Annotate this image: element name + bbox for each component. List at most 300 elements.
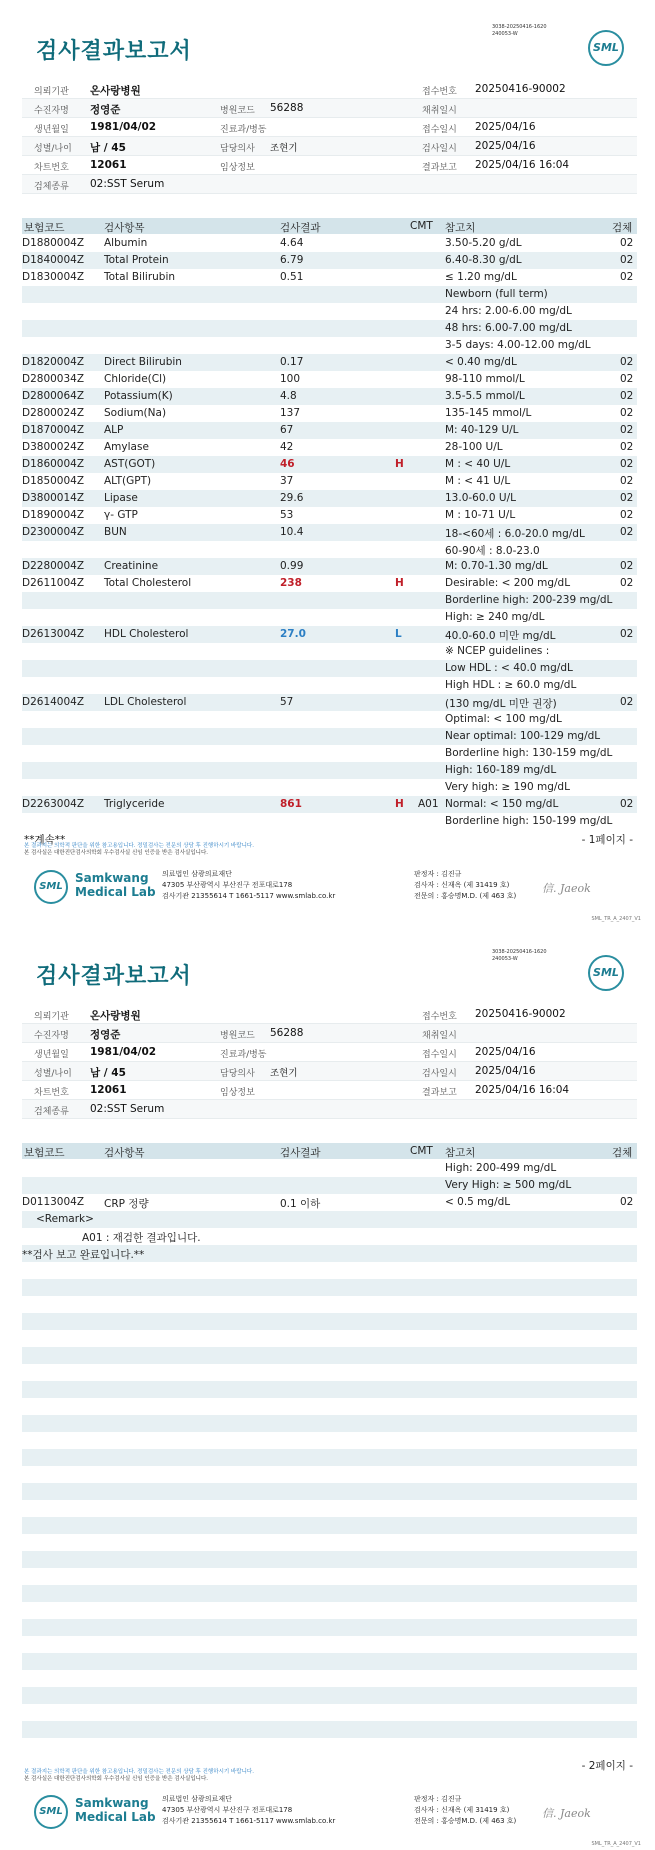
empty-row (22, 1636, 637, 1653)
row-result: 4.8 (280, 390, 297, 402)
chart-label: 차트번호 (34, 1088, 69, 1098)
row-reference: 135-145 mmol/L (445, 407, 532, 419)
table-row (22, 796, 637, 813)
page-number: - 2페이지 - (581, 1760, 633, 1772)
signature: 信. Jaeok (542, 1807, 591, 1820)
row-reference: < 0.40 mg/dL (445, 356, 517, 368)
row-cmt: A01 (418, 798, 439, 810)
row-result: 0.51 (280, 271, 304, 283)
table-row (22, 524, 637, 541)
table-row (22, 711, 637, 728)
row-reference: 40.0-60.0 미만 mg/dL (445, 630, 556, 642)
empty-row (22, 1279, 637, 1296)
row-specimen: 02 (620, 373, 634, 385)
lab-contact: 검사기관 21355614 T 1661-5117 www.smlab.co.kr (162, 1817, 336, 1825)
table-row (22, 694, 637, 711)
table-row (22, 388, 637, 405)
row-reference: Optimal: < 100 mg/dL (445, 713, 562, 725)
patient-info (22, 80, 637, 194)
empty-row (22, 1296, 637, 1313)
row-reference: Newborn (full term) (445, 288, 548, 300)
disclaimer-line2: 본 검사실은 대한진단검사의학회 우수검사실 신임 인증을 받은 검사실입니다. (24, 1776, 209, 1782)
row-reference: 3.50-5.20 g/dL (445, 237, 522, 249)
patient-label: 수진자명 (34, 106, 69, 116)
row-reference: M: 0.70-1.30 mg/dL (445, 560, 548, 572)
table-row (22, 439, 637, 456)
table-row (22, 541, 637, 558)
row-specimen: 02 (620, 424, 634, 436)
row-result: 57 (280, 696, 294, 708)
table-row (22, 575, 637, 592)
header-code: 보험코드 (24, 1147, 65, 1159)
signature: 信. Jaeok (542, 882, 591, 895)
director: 전문의 : 홍승명M.D. (제 463 호) (414, 892, 517, 900)
table-row (22, 762, 637, 779)
row-item: ALT(GPT) (104, 475, 152, 487)
disclaimer-line1: 본 결과지는 의학적 판단을 위한 참고용입니다. 정밀검사는 전문의 상담 후 진행하시기 바랍니다. (24, 1769, 254, 1775)
row-reference: High: 200-499 mg/dL (445, 1162, 557, 1174)
table-row (22, 354, 637, 371)
test-date-value: 2025/04/16 (475, 140, 536, 152)
table-row (22, 1245, 637, 1262)
requester-value: 온사랑병원 (90, 85, 141, 97)
row-result: 27.0 (280, 628, 306, 640)
report-title: 검사결과보고서 (36, 964, 192, 989)
sml-logo-icon (588, 955, 624, 991)
table-row (22, 592, 637, 609)
table-row (22, 677, 637, 694)
header-item: 검사항목 (104, 1147, 145, 1159)
disclaimer (24, 843, 254, 857)
continued-note: **계속** (24, 834, 66, 846)
results-table-header (22, 218, 637, 234)
dob-value: 1981/04/02 (90, 1046, 157, 1058)
table-row (22, 490, 637, 507)
specimen-value: 02:SST Serum (90, 1103, 165, 1115)
row-item: Triglyceride (104, 798, 165, 810)
empty-row (22, 1585, 637, 1602)
requester-value: 온사랑병원 (90, 1010, 141, 1022)
header-reference: 참고치 (445, 222, 476, 234)
empty-row (22, 1415, 637, 1432)
table-row (22, 626, 637, 643)
footer-sml-logo-icon (34, 1795, 68, 1829)
row-reference: M : 10-71 U/L (445, 509, 516, 521)
row-flag: H (395, 798, 404, 810)
row-item: Total Bilirubin (104, 271, 176, 283)
receipt-no-value: 20250416-90002 (475, 83, 566, 95)
empty-row (22, 1330, 637, 1347)
footer-sml-logo-icon (34, 870, 68, 904)
row-reference: Very High: ≥ 500 mg/dL (445, 1179, 572, 1191)
row-specimen: 02 (620, 356, 634, 368)
test-date-label: 검사일시 (422, 1069, 457, 1079)
row-item: Creatinine (104, 560, 159, 572)
dob-label: 생년월일 (34, 1050, 69, 1060)
row-code: D1870004Z (22, 424, 85, 436)
row-code: D1840004Z (22, 254, 85, 266)
form-code: SML_TR_A_2407_V1 (591, 916, 641, 922)
document-id-line1: 3038-20250416-1620 (492, 949, 547, 955)
results-table-page1 (22, 235, 637, 830)
dept-label: 진료과/병동 (220, 125, 267, 135)
disclaimer (24, 1769, 254, 1783)
row-reference: Very high: ≥ 190 mg/dL (445, 781, 570, 793)
row-reference: 3.5-5.5 mmol/L (445, 390, 525, 402)
table-row (22, 405, 637, 422)
row-code: D2614004Z (22, 696, 85, 708)
dept-label: 진료과/병동 (220, 1050, 267, 1060)
logo-text: SML (593, 41, 619, 54)
row-item: γ- GTP (104, 509, 138, 521)
receipt-date-label: 접수일시 (422, 1050, 457, 1060)
header-cmt: CMT (410, 220, 433, 232)
lab-org: 의료법인 삼광의료재단 (162, 1795, 232, 1803)
table-row (22, 779, 637, 796)
row-specimen: 02 (620, 628, 634, 640)
chart-value: 12061 (90, 1084, 127, 1096)
row-result: 238 (280, 577, 302, 589)
lab-name-line1: Samkwang (75, 1796, 149, 1810)
table-row (22, 643, 637, 660)
row-reference: (130 mg/dL 미만 권장) (445, 698, 557, 710)
row-reference: 24 hrs: 2.00-6.00 mg/dL (445, 305, 572, 317)
row-code: D3800014Z (22, 492, 85, 504)
footer-logo-text: SML (39, 881, 63, 892)
lab-staff (414, 1794, 516, 1827)
clinical-label: 임상정보 (220, 1088, 255, 1098)
row-reference: Borderline high: 200-239 mg/dL (445, 594, 613, 606)
row-item: Albumin (104, 237, 148, 249)
report-value: 2025/04/16 16:04 (475, 1084, 570, 1096)
chart-value: 12061 (90, 159, 127, 171)
receipt-date-value: 2025/04/16 (475, 121, 536, 133)
empty-row (22, 1619, 637, 1636)
document-id (492, 949, 547, 963)
header-specimen: 검체 (612, 1147, 633, 1159)
requester-label: 의뢰기관 (34, 87, 69, 97)
collect-date-label: 채취일시 (422, 1031, 457, 1041)
sexage-label: 성별/나이 (34, 1069, 72, 1079)
row-reference: M : < 40 U/L (445, 458, 511, 470)
empty-row (22, 1313, 637, 1330)
row-result: 0.99 (280, 560, 304, 572)
row-specimen: 02 (620, 696, 634, 708)
footer-logo-text: SML (39, 1806, 63, 1817)
row-specimen: 02 (620, 577, 634, 589)
hospital-code-label: 병원코드 (220, 1031, 255, 1041)
receipt-no-label: 접수번호 (422, 1012, 457, 1022)
row-reference: 3-5 days: 4.00-12.00 mg/dL (445, 339, 591, 351)
reporter: 판정자 : 김진규 (414, 870, 462, 878)
row-code: D3800024Z (22, 441, 85, 453)
row-specimen: 02 (620, 509, 634, 521)
document-id-line2: 240053-W (492, 31, 518, 37)
row-code: D1830004Z (22, 271, 85, 283)
row-specimen: 02 (620, 560, 634, 572)
table-row (22, 235, 637, 252)
row-reference: High: ≥ 240 mg/dL (445, 611, 545, 623)
row-item: Lipase (104, 492, 138, 504)
sexage-value: 남 / 45 (90, 142, 126, 154)
page-number: - 1페이지 - (581, 834, 633, 846)
table-row (22, 1160, 637, 1177)
table-row (22, 1211, 637, 1228)
lab-name-line2: Medical Lab (75, 1810, 156, 1824)
row-item: <Remark> (36, 1213, 94, 1225)
header-code: 보험코드 (24, 222, 65, 234)
row-code: D1860004Z (22, 458, 85, 470)
row-reference: 18-<60세 : 6.0-20.0 mg/dL (445, 528, 585, 540)
report-page-2 (0, 925, 655, 1850)
row-specimen: 02 (620, 798, 634, 810)
row-reference: 98-110 mmol/L (445, 373, 525, 385)
row-reference: Normal: < 150 mg/dL (445, 798, 559, 810)
row-reference: 13.0-60.0 U/L (445, 492, 516, 504)
row-specimen: 02 (620, 526, 634, 538)
header-result: 검사결과 (280, 222, 321, 234)
row-code: **검사 보고 완료입니다.** (22, 1249, 145, 1261)
row-item: CRP 정량 (104, 1198, 149, 1210)
row-flag: H (395, 458, 404, 470)
row-item: Total Cholesterol (104, 577, 192, 589)
empty-row (22, 1364, 637, 1381)
row-specimen: 02 (620, 407, 634, 419)
empty-row (22, 1738, 637, 1755)
table-row (22, 728, 637, 745)
row-flag: L (395, 628, 402, 640)
table-row (22, 1177, 637, 1194)
table-row (22, 1228, 637, 1245)
row-code: D2300004Z (22, 526, 85, 538)
patient-value: 정영준 (90, 104, 121, 116)
row-reference: 48 hrs: 6.00-7.00 mg/dL (445, 322, 572, 334)
empty-row (22, 1466, 637, 1483)
specimen-label: 검체종류 (34, 1107, 69, 1117)
row-result: 10.4 (280, 526, 304, 538)
empty-row (22, 1653, 637, 1670)
row-reference: High HDL : ≥ 60.0 mg/dL (445, 679, 577, 691)
row-result: 861 (280, 798, 302, 810)
row-reference: Borderline high: 150-199 mg/dL (445, 815, 613, 827)
row-reference: < 0.5 mg/dL (445, 1196, 511, 1208)
row-item: AST(GOT) (104, 458, 156, 470)
row-flag: H (395, 577, 404, 589)
row-specimen: 02 (620, 441, 634, 453)
sml-logo-icon (588, 30, 624, 66)
receipt-no-value: 20250416-90002 (475, 1008, 566, 1020)
row-reference: Near optimal: 100-129 mg/dL (445, 730, 601, 742)
table-row (22, 422, 637, 439)
table-row (22, 269, 637, 286)
reporter: 판정자 : 김진규 (414, 1795, 462, 1803)
lab-name (75, 871, 156, 899)
doctor-value: 조현기 (270, 1068, 298, 1079)
row-result: 53 (280, 509, 294, 521)
director: 전문의 : 홍승명M.D. (제 463 호) (414, 1817, 517, 1825)
patient-label: 수진자명 (34, 1031, 69, 1041)
row-reference: Low HDL : < 40.0 mg/dL (445, 662, 573, 674)
table-row (22, 813, 637, 830)
row-result: 0.1 이하 (280, 1198, 321, 1210)
dob-label: 생년월일 (34, 125, 69, 135)
empty-row (22, 1432, 637, 1449)
table-row (22, 320, 637, 337)
document-id (492, 24, 547, 38)
requester-label: 의뢰기관 (34, 1012, 69, 1022)
tester: 검사자 : 신재옥 (제 31419 호) (414, 881, 510, 889)
row-result: 46 (280, 458, 295, 470)
sexage-label: 성별/나이 (34, 144, 72, 154)
row-code: D1880004Z (22, 237, 85, 249)
row-specimen: 02 (620, 254, 634, 266)
sexage-value: 남 / 45 (90, 1067, 126, 1079)
document-id-line2: 240053-W (492, 956, 518, 962)
row-code: D2613004Z (22, 628, 85, 640)
specimen-value: 02:SST Serum (90, 178, 165, 190)
row-specimen: 02 (620, 475, 634, 487)
row-result: 6.79 (280, 254, 304, 266)
row-code: D0113004Z (22, 1196, 85, 1208)
table-row (22, 252, 637, 269)
header-item: 검사항목 (104, 222, 145, 234)
row-reference: High: 160-189 mg/dL (445, 764, 557, 776)
hospital-code-value: 56288 (270, 102, 304, 114)
table-row (22, 473, 637, 490)
row-item: Direct Bilirubin (104, 356, 182, 368)
header-specimen: 검체 (612, 222, 633, 234)
footer (22, 866, 637, 916)
row-code: D2611004Z (22, 577, 85, 589)
empty-row (22, 1500, 637, 1517)
disclaimer-line2: 본 검사실은 대한진단검사의학회 우수검사실 신임 인증을 받은 검사실입니다. (24, 850, 209, 856)
lab-name (75, 1796, 156, 1824)
row-result: 37 (280, 475, 294, 487)
empty-row (22, 1602, 637, 1619)
row-item: Sodium(Na) (104, 407, 167, 419)
empty-row (22, 1398, 637, 1415)
row-result: 67 (280, 424, 294, 436)
header-result: 검사결과 (280, 1147, 321, 1159)
row-reference: Borderline high: 130-159 mg/dL (445, 747, 613, 759)
row-result: 4.64 (280, 237, 304, 249)
receipt-no-label: 접수번호 (422, 87, 457, 97)
empty-row (22, 1517, 637, 1534)
row-item: Potassium(K) (104, 390, 173, 402)
empty-row (22, 1449, 637, 1466)
row-reference: ※ NCEP guidelines : (445, 645, 550, 657)
logo-text: SML (593, 966, 619, 979)
results-table-page2 (22, 1160, 637, 1755)
table-row (22, 456, 637, 473)
lab-address (162, 1794, 335, 1827)
row-result: 100 (280, 373, 301, 385)
table-row (22, 745, 637, 762)
empty-row (22, 1381, 637, 1398)
test-date-value: 2025/04/16 (475, 1065, 536, 1077)
row-code: D2800034Z (22, 373, 85, 385)
row-item: Amylase (104, 441, 149, 453)
empty-row (22, 1721, 637, 1738)
table-row (22, 303, 637, 320)
row-code: D2800064Z (22, 390, 85, 402)
row-code: D1890004Z (22, 509, 85, 521)
table-row (22, 371, 637, 388)
row-specimen: 02 (620, 237, 634, 249)
row-code: D1820004Z (22, 356, 85, 368)
empty-row (22, 1670, 637, 1687)
hospital-code-value: 56288 (270, 1027, 304, 1039)
empty-row (22, 1568, 637, 1585)
table-row (22, 286, 637, 303)
row-result: 137 (280, 407, 301, 419)
empty-row (22, 1704, 637, 1721)
table-row (22, 558, 637, 575)
patient-value: 정영준 (90, 1029, 121, 1041)
patient-info (22, 1005, 637, 1119)
report-title: 검사결과보고서 (36, 39, 192, 64)
doctor-value: 조현기 (270, 143, 298, 154)
row-item: Chloride(Cl) (104, 373, 167, 385)
empty-row (22, 1551, 637, 1568)
row-reference: Desirable: < 200 mg/dL (445, 577, 571, 589)
row-item: ALP (104, 424, 124, 436)
table-row (22, 337, 637, 354)
empty-row (22, 1347, 637, 1364)
lab-name-line1: Samkwang (75, 871, 149, 885)
row-code: D2800024Z (22, 407, 85, 419)
results-table-header (22, 1143, 637, 1159)
row-specimen: 02 (620, 271, 634, 283)
disclaimer-line1: 본 결과지는 의학적 판단을 위한 참고용입니다. 정밀검사는 전문의 상담 후 진행하시기 바랍니다. (24, 843, 254, 849)
row-reference: ≤ 1.20 mg/dL (445, 271, 517, 283)
row-specimen: 02 (620, 1196, 634, 1208)
collect-date-label: 채취일시 (422, 106, 457, 116)
row-reference: M: 40-129 U/L (445, 424, 519, 436)
row-reference: 6.40-8.30 g/dL (445, 254, 522, 266)
table-row (22, 1194, 637, 1211)
row-code: D1850004Z (22, 475, 85, 487)
lab-address-line: 47305 부산광역시 부산진구 전포대로178 (162, 881, 293, 889)
hospital-code-label: 병원코드 (220, 106, 255, 116)
row-specimen: 02 (620, 458, 634, 470)
doctor-label: 담당의사 (220, 1069, 255, 1079)
table-row (22, 609, 637, 626)
row-result: 29.6 (280, 492, 304, 504)
row-item: A01 : 재검한 결과입니다. (82, 1232, 201, 1244)
receipt-date-label: 접수일시 (422, 125, 457, 135)
dob-value: 1981/04/02 (90, 121, 157, 133)
row-reference: 60-90세 : 8.0-23.0 (445, 545, 540, 557)
report-label: 결과보고 (422, 163, 457, 173)
row-result: 0.17 (280, 356, 304, 368)
tester: 검사자 : 신재옥 (제 31419 호) (414, 1806, 510, 1814)
lab-contact: 검사기관 21355614 T 1661-5117 www.smlab.co.kr (162, 892, 336, 900)
lab-address-line: 47305 부산광역시 부산진구 전포대로178 (162, 1806, 293, 1814)
empty-row (22, 1483, 637, 1500)
chart-label: 차트번호 (34, 163, 69, 173)
row-reference: M : < 41 U/L (445, 475, 511, 487)
empty-row (22, 1687, 637, 1704)
document-id-line1: 3038-20250416-1620 (492, 24, 547, 30)
row-code: D2263004Z (22, 798, 85, 810)
report-value: 2025/04/16 16:04 (475, 159, 570, 171)
row-reference: 28-100 U/L (445, 441, 503, 453)
test-date-label: 검사일시 (422, 144, 457, 154)
row-item: HDL Cholesterol (104, 628, 189, 640)
row-specimen: 02 (620, 390, 634, 402)
table-row (22, 507, 637, 524)
